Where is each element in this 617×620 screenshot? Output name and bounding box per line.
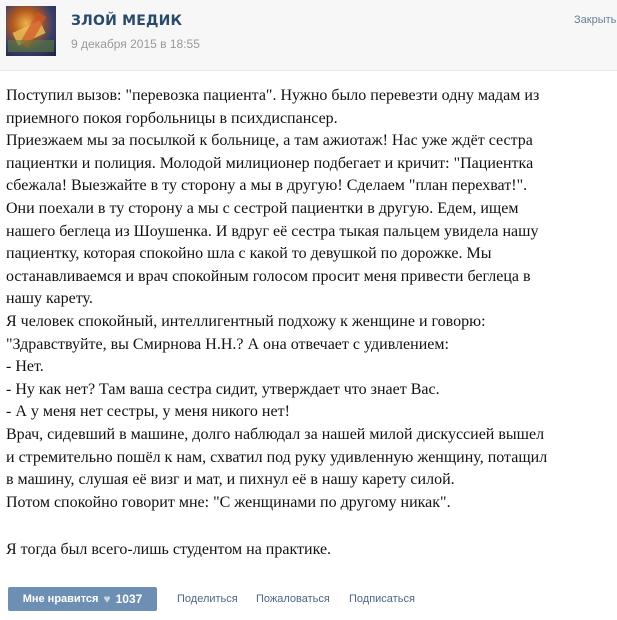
- like-button[interactable]: [8, 587, 157, 611]
- post-text-line: приемного покоя горбольницы в психдиспансер.: [6, 109, 338, 127]
- post-text-line: сбежала! Выезжайте в ту сторону а мы в другую! Сделаем "план перехват!".: [6, 177, 528, 195]
- like-count: 1037: [115, 592, 143, 606]
- post-text: [6, 85, 612, 562]
- post-text-line: нашего беглеца из Шоушенка. И вдруг её сестра тыкая пальцем увидела нашу: [6, 222, 539, 240]
- like-label: Мне нравится: [22, 593, 99, 605]
- post-text-line: пациентки и полиция. Молодой милиционер подбегает и кричит: "Пациентка: [6, 154, 534, 172]
- post-text-line: - Нет.: [6, 358, 44, 376]
- post-text-line: - А у меня нет сестры, у меня никого нет!: [6, 403, 290, 421]
- post-text-line: Я человек спокойный, интеллигентный подхожу к женщине и говорю:: [6, 312, 486, 330]
- group-avatar[interactable]: [6, 6, 56, 56]
- post-text-line: нашу карету.: [6, 290, 93, 308]
- post-text-final-line: Я тогда был всего-лишь студентом на практике.: [6, 541, 332, 559]
- report-link[interactable]: Пожаловаться: [256, 593, 330, 605]
- heart-icon: ♥: [103, 592, 111, 606]
- post-header: [0, 0, 617, 71]
- subscribe-link[interactable]: Подписаться: [349, 593, 415, 605]
- post-text-line: Приезжаем мы за посылкой к больнице, а там ажиотаж! Нас уже ждёт сестра: [6, 132, 533, 150]
- post-text-line: останавливаемся и врач спокойным голосом просит меня привести беглеца в: [6, 267, 531, 285]
- post-text-line: пациентку, которая спокойно шла с какой то девушкой по дорожке. Мы: [6, 245, 492, 263]
- post-text-line: Потом спокойно говорит мне: "С женщинами по другому никак".: [6, 493, 451, 511]
- group-name-link[interactable]: ЗЛОЙ МЕДИК: [71, 13, 183, 29]
- post-text-line: "Здравствуйте, вы Смирнова Н.Н.? А она отвечает с удивлением:: [6, 335, 449, 353]
- close-link[interactable]: Закрыть: [574, 14, 617, 26]
- post-date[interactable]: 9 декабря 2015 в 18:55: [71, 37, 200, 51]
- post-text-line: - Ну как нет? Там ваша сестра сидит, утверждает что знает Вас.: [6, 380, 440, 398]
- share-link[interactable]: Поделиться: [177, 593, 238, 605]
- post-text-line: Они поехали в ту сторону а мы с сестрой пациентки в другую. Едем, ищем: [6, 199, 519, 217]
- post-text-line: в машину, слушая её визг и мат, и пихнул её в нашу карету силой.: [6, 471, 455, 489]
- post-text-line: Поступил вызов: "перевозка пациента". Нужно было перевезти одну мадам из: [6, 87, 540, 104]
- post-text-line: Врач, сидевший в машине, долго наблюдал за нашей милой дискуссией вышел: [6, 425, 545, 443]
- post-text-line: и стремительно пошёл к нам, схватил под руку удивленную женщину, потащил: [6, 448, 548, 466]
